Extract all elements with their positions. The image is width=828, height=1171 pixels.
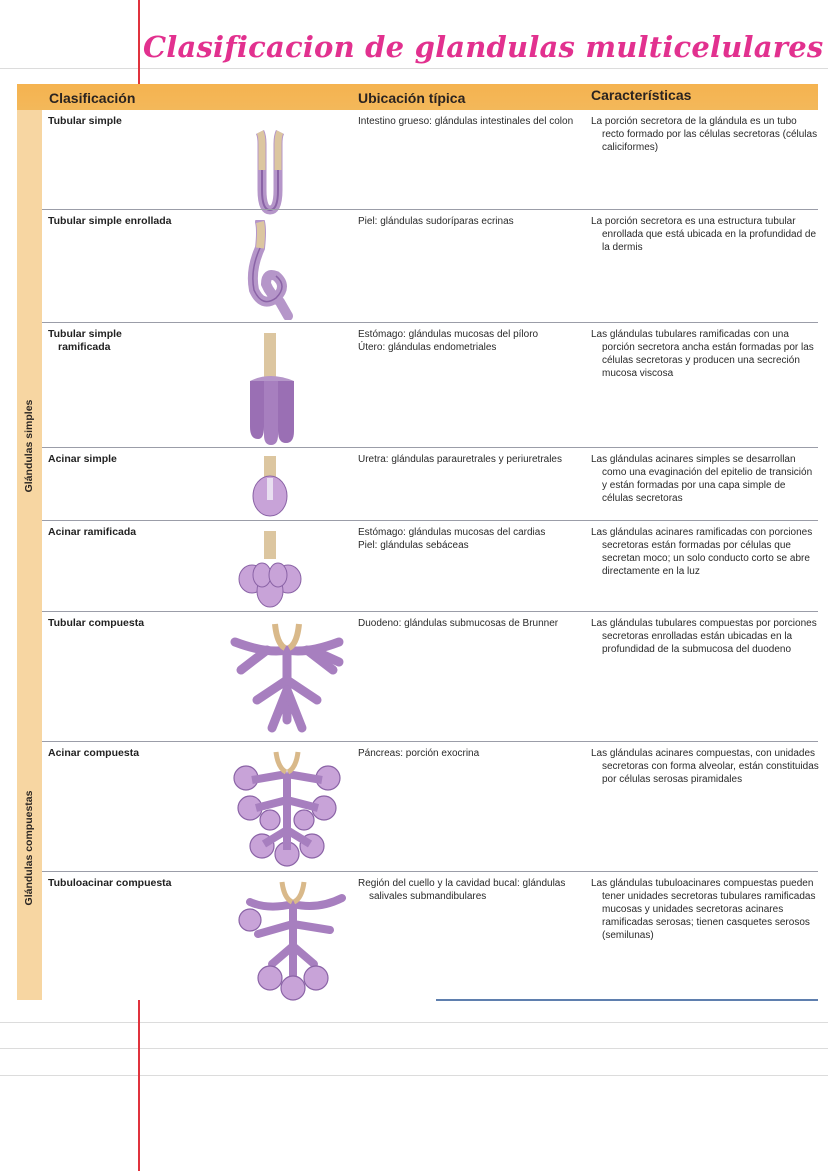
row-location: Duodeno: glándulas submucosas de Brunner <box>358 618 559 629</box>
row-location: Estómago: glándulas mucosas del píloro Útero: glándulas endometriales <box>358 329 539 353</box>
header-classification: Clasificación <box>49 90 136 106</box>
table-header <box>17 84 818 110</box>
row-location: Páncreas: porción exocrina <box>358 748 480 759</box>
header-characteristics: Características <box>591 87 692 103</box>
compound-acinar-gland-icon <box>232 750 342 868</box>
glands-classification-table <box>17 84 818 1000</box>
row-classification: Tubular compuesta <box>48 617 145 629</box>
header-location: Ubicación típica <box>358 90 466 106</box>
row-characteristics: La porción secretora de la glándula es un tubo recto formado por las células secretoras (células caliciformes) <box>591 116 818 153</box>
row-classification: Tubular simple ramificada <box>48 328 122 353</box>
simple-acinar-gland-icon <box>250 454 290 518</box>
branched-tubular-gland-icon <box>240 331 300 447</box>
row-location: Uretra: glándulas parauretrales y periuretrales <box>358 454 562 465</box>
table-row <box>42 611 818 742</box>
row-characteristics: Las glándulas tubulares compuestas por porciones secretoras enrolladas están ubicadas en la profundidad de la submucosa del duodeno <box>591 618 817 655</box>
compound-tubuloacinar-gland-icon <box>238 880 348 1002</box>
row-characteristics: Las glándulas acinares simples se desarrollan como una evaginación del epitelio de transición y están formadas por una capa simple de células secretoras <box>591 454 813 504</box>
group-label-compound: Glándulas compuestas <box>23 790 35 906</box>
compound-tubular-gland-icon <box>227 620 347 740</box>
table-row <box>42 209 818 323</box>
table-row <box>42 871 818 1001</box>
row-classification: Tubular simple enrollada <box>48 215 172 227</box>
table-row <box>42 110 818 209</box>
row-classification: Acinar simple <box>48 453 117 465</box>
branched-acinar-gland-icon <box>238 529 302 609</box>
row-characteristics: Las glándulas tubulares ramificadas con una porción secretora ancha están formadas por las células secretoras y producen una secreción mucosa viscosa <box>591 329 814 379</box>
row-characteristics: Las glándulas tubuloacinares compuestas pueden tener unidades secretoras tubulares ramificadas mucosas y unidades secretoras acinares ramificadas serosas; tienen casquetes serosos (semilunas) <box>591 878 816 941</box>
page-title: Clasificacion de glandulas multicelulares <box>143 30 824 64</box>
table-row <box>42 741 818 872</box>
row-location: Intestino grueso: glándulas intestinales del colon <box>358 116 574 127</box>
coiled-tubular-gland-icon <box>240 220 300 320</box>
group-sidebar <box>17 110 42 1000</box>
table-row <box>42 447 818 521</box>
row-characteristics: Las glándulas acinares compuestas, con unidades secretoras con forma alveolar, están constituidas por células serosas piramidales <box>591 748 819 785</box>
table-row <box>42 322 818 448</box>
group-label-simple: Glándulas simples <box>23 399 35 493</box>
row-location: Estómago: glándulas mucosas del cardias Piel: glándulas sebáceas <box>358 527 546 551</box>
row-characteristics: Las glándulas acinares ramificadas con porciones secretoras están formadas por células que secretan moco; un solo conducto corto se abre directamente en la luz <box>591 527 813 577</box>
row-classification: Tubuloacinar compuesta <box>48 877 172 889</box>
table-row <box>42 520 818 612</box>
row-classification: Acinar compuesta <box>48 747 140 759</box>
row-characteristics: La porción secretora es una estructura tubular enrollada que está ubicada en la profundidad de la dermis <box>591 216 817 253</box>
row-classification: Tubular simple <box>48 115 122 127</box>
row-classification: Acinar ramificada <box>48 526 137 538</box>
row-location: Región del cuello y la cavidad bucal: glándulas salivales submandibulares <box>358 878 566 902</box>
row-location: Piel: glándulas sudoríparas ecrinas <box>358 216 514 227</box>
tubular-simple-gland-icon <box>250 130 290 216</box>
table-bottom-border <box>436 999 818 1001</box>
